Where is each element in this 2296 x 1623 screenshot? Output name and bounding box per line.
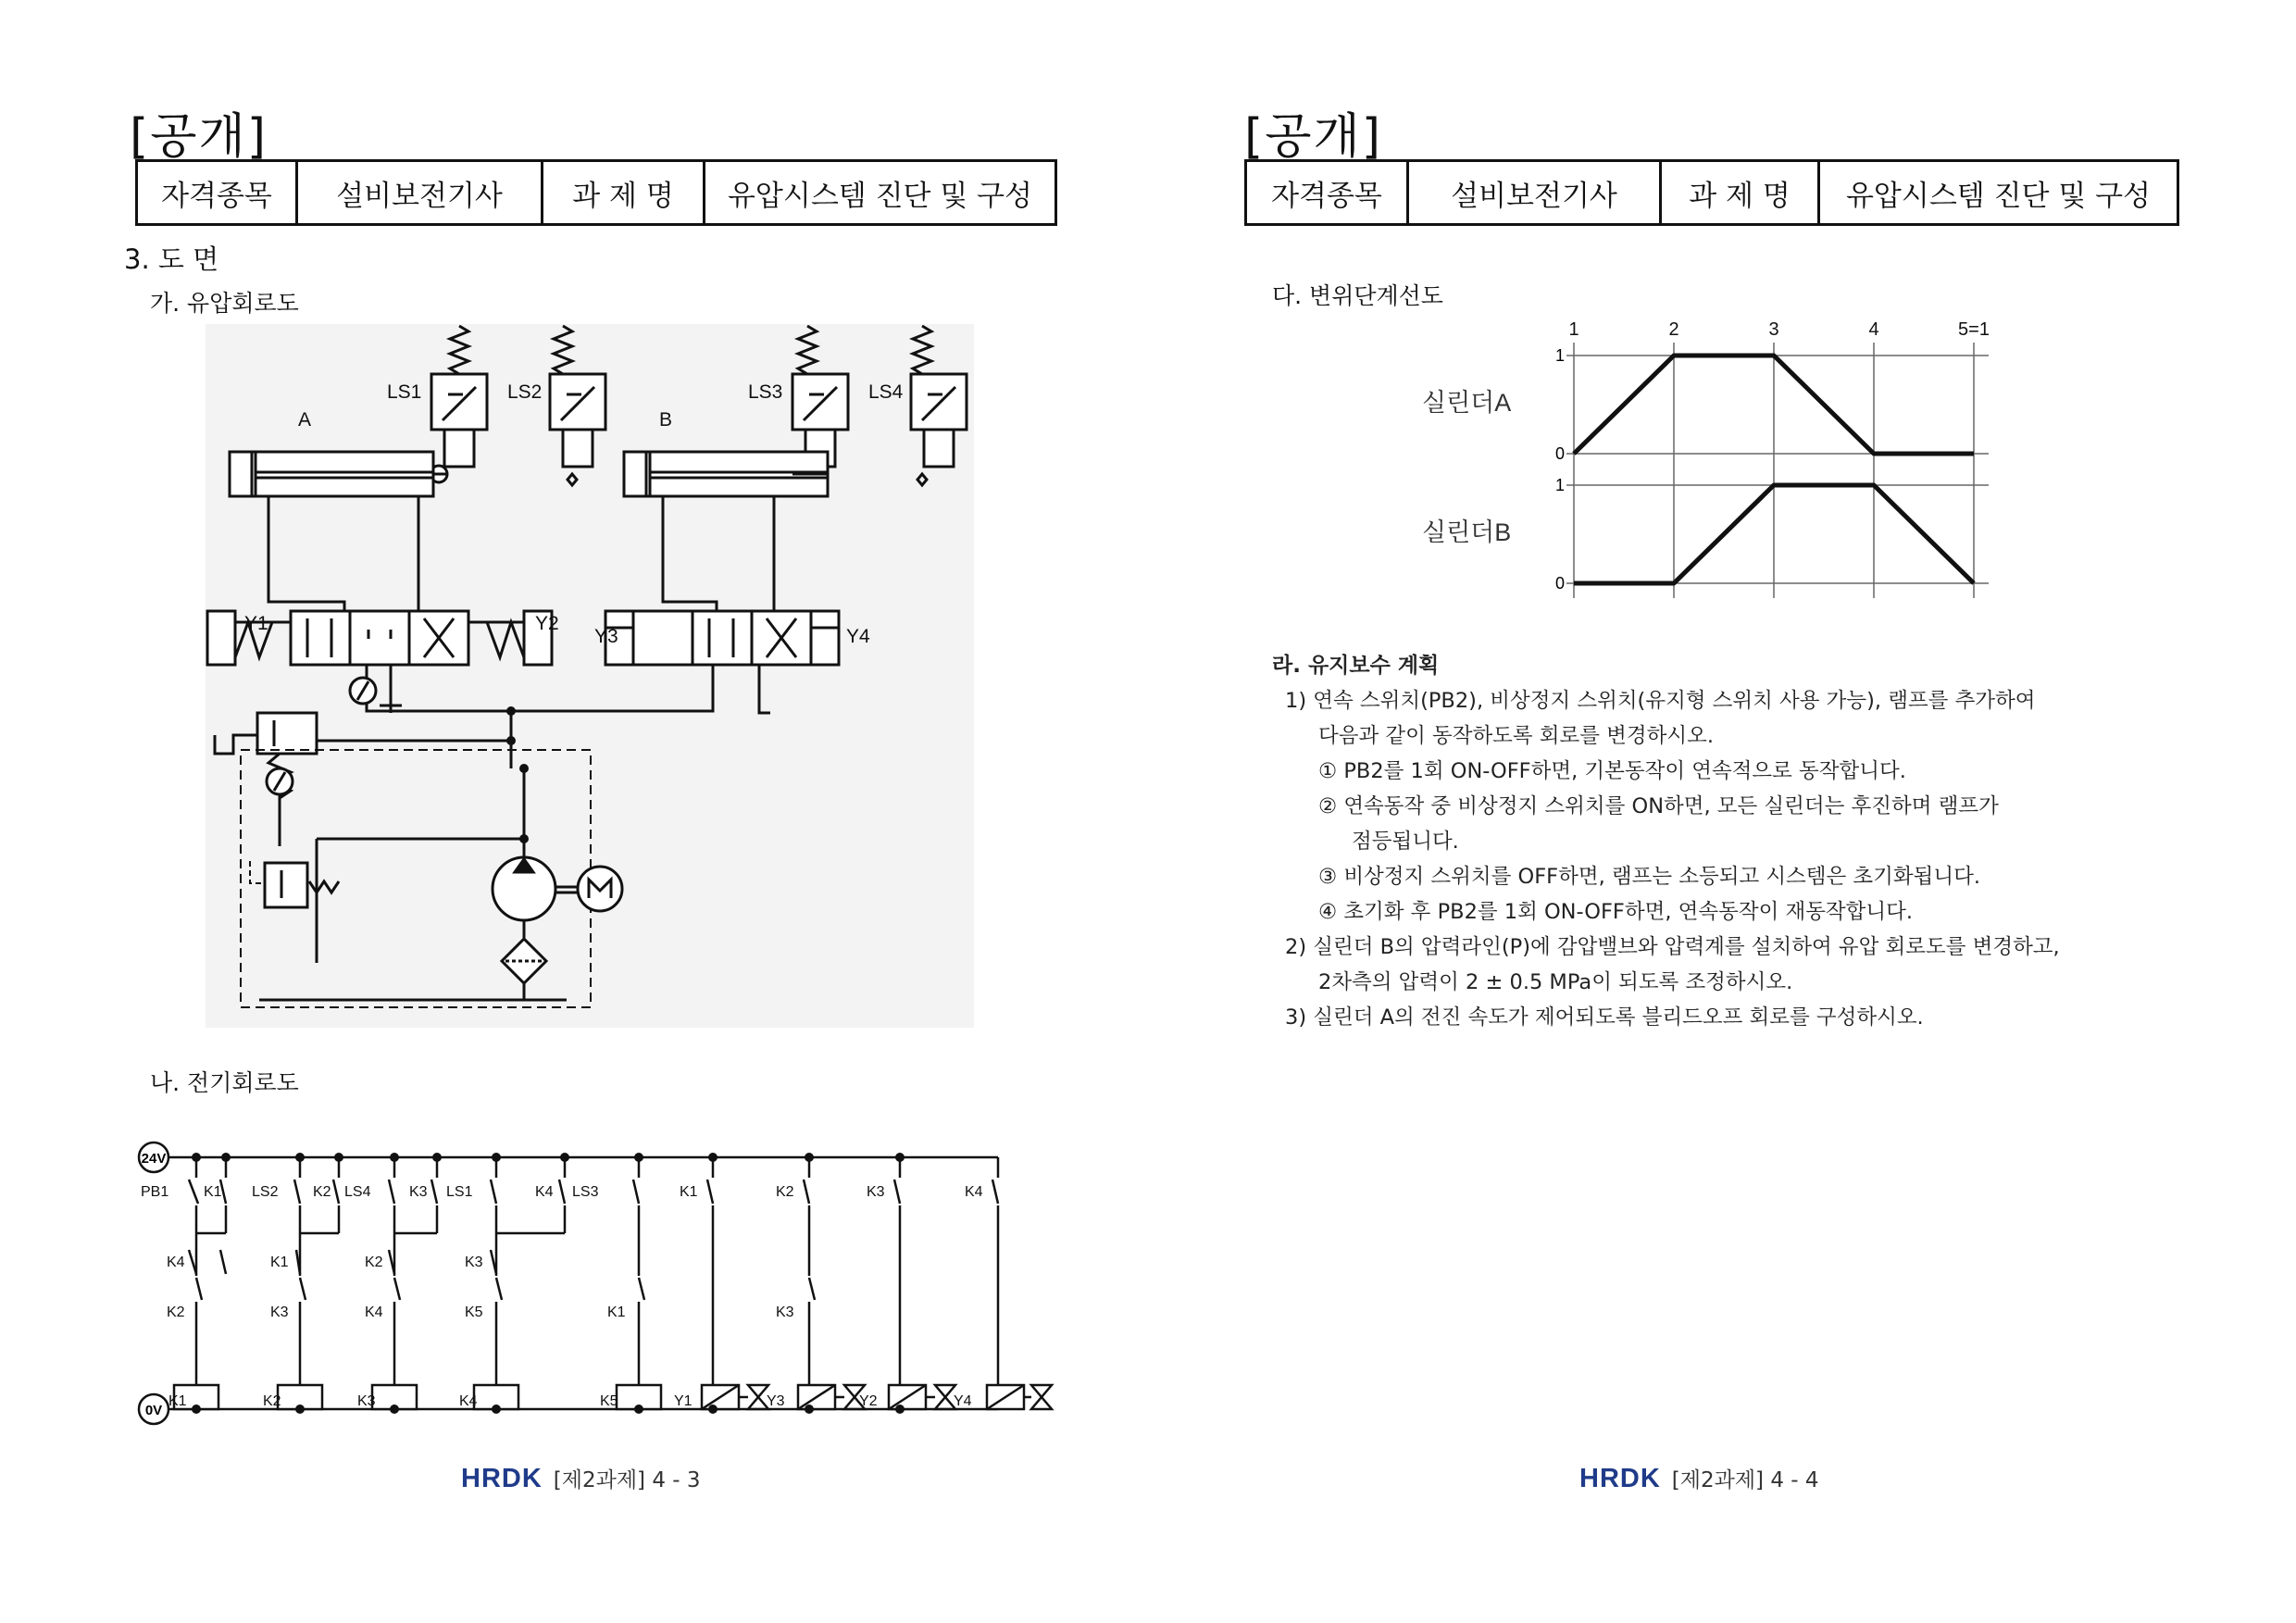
header-cell-qualification-label: 자격종목	[1246, 161, 1408, 225]
plan-condition-3: ③ 비상정지 스위치를 OFF하면, 램프는 소등되고 시스템은 초기화됩니다.	[1318, 865, 1980, 889]
hrdk-logo: HRDK	[1579, 1464, 1661, 1493]
coil-label: Y4	[954, 1393, 972, 1409]
directional-valve-b	[605, 611, 839, 665]
contact-label-ls3: LS3	[572, 1184, 599, 1200]
maintenance-plan	[1272, 648, 2272, 1035]
coil-label: K2	[263, 1393, 281, 1409]
page-number: [제2과제] 4 - 4	[1671, 1468, 1819, 1492]
contact-label: K1	[607, 1305, 626, 1320]
contact-label: K3	[867, 1184, 885, 1200]
coil-label: K1	[168, 1393, 187, 1409]
step-diagram-title: 다. 변위단계선도	[1272, 282, 1443, 309]
label-cylinder-a: A	[298, 409, 312, 431]
step-tick-label: 5=1	[1958, 319, 1990, 340]
plan-item-2-cont: 2차측의 압력이 2 ± 0.5 MPa이 되도록 조정하시오.	[1318, 970, 1793, 994]
header-cell-qualification: 설비보전기사	[297, 161, 543, 225]
hydraulic-circuit-diagram	[206, 324, 974, 1028]
coil-label: K4	[459, 1393, 478, 1409]
label-y4: Y4	[846, 626, 870, 647]
plan-item-1-cont: 다음과 같이 동작하도록 회로를 변경하시오.	[1318, 724, 1714, 748]
cylinder-a	[230, 452, 448, 496]
plan-item-2: 2) 실린더 B의 압력라인(P)에 감압밸브와 압력계를 설치하여 유압 회로도를 변경하고,	[1285, 935, 2060, 959]
maintenance-plan-title: 라. 유지보수 계획	[1272, 654, 1440, 678]
header-cell-qualification: 설비보전기사	[1408, 161, 1661, 225]
page-number: [제2과제] 4 - 3	[553, 1468, 701, 1492]
header-table	[1244, 159, 2179, 226]
contact-label: K2	[313, 1184, 331, 1200]
section-title: 3. 도 면	[124, 243, 219, 275]
label-ls2: LS2	[507, 381, 543, 403]
contact-label: K3	[776, 1305, 794, 1320]
displacement-step-diagram	[1407, 315, 2000, 611]
contact-label-ls2: LS2	[252, 1184, 279, 1200]
contact-label-ls1: LS1	[446, 1184, 473, 1200]
contact-label: K2	[365, 1255, 383, 1270]
step-tick-label: 3	[1768, 319, 1779, 340]
cylinder-a-label: 실린더A	[1422, 389, 1512, 417]
contact-label: K1	[270, 1255, 289, 1270]
coil-label: K3	[357, 1393, 376, 1409]
step-tick-label: 1	[1568, 319, 1579, 340]
supply-24v-label: 24V	[141, 1151, 167, 1167]
public-mark: [공개]	[1244, 109, 1383, 165]
coil-label: K5	[600, 1393, 618, 1409]
label-y1: Y1	[244, 613, 268, 634]
label-ls1: LS1	[387, 381, 422, 403]
cylinder-a-low-level: 0	[1554, 444, 1565, 463]
label-ls4: LS4	[868, 381, 904, 403]
public-mark: [공개]	[130, 109, 268, 165]
contact-label-ls4: LS4	[344, 1184, 371, 1200]
coil-label: Y2	[859, 1393, 878, 1409]
supply-0v-label: 0V	[144, 1403, 163, 1418]
contact-label: K4	[365, 1305, 383, 1320]
label-y3: Y3	[594, 626, 618, 647]
plan-condition-2-cont: 점등됩니다.	[1352, 830, 1459, 854]
plan-condition-4: ④ 초기화 후 PB2를 1회 ON-OFF하면, 연속동작이 재동작합니다.	[1318, 900, 1914, 924]
header-cell-task: 유압시스템 진단 및 구성	[705, 161, 1056, 225]
label-cylinder-b: B	[659, 409, 673, 431]
hrdk-logo: HRDK	[461, 1464, 543, 1493]
contact-label: K1	[204, 1184, 222, 1200]
plan-item-3: 3) 실린더 A의 전진 속도가 제어되도록 블리드오프 회로를 구성하시오.	[1285, 1005, 1924, 1030]
contact-label: K4	[167, 1255, 185, 1270]
plan-item-1: 1) 연속 스위치(PB2), 비상정지 스위치(유지형 스위치 사용 가능), 램프를 추가하여	[1285, 689, 2036, 713]
header-cell-task-label: 과 제 명	[543, 161, 705, 225]
label-ls3: LS3	[748, 381, 783, 403]
contact-label: K3	[270, 1305, 289, 1320]
electric-circuit-diagram	[133, 1137, 1055, 1429]
contact-label: K3	[465, 1255, 483, 1270]
coil-label: Y3	[767, 1393, 785, 1409]
header-table	[135, 159, 1057, 226]
contact-label-pb1: PB1	[141, 1184, 169, 1200]
contact-label: K5	[465, 1305, 483, 1320]
page-footer	[461, 1463, 701, 1494]
cylinder-a-high-level: 1	[1554, 346, 1565, 365]
header-cell-task-label: 과 제 명	[1661, 161, 1819, 225]
header-cell-task: 유압시스템 진단 및 구성	[1819, 161, 2178, 225]
hydraulic-title: 가. 유압회로도	[150, 290, 299, 317]
contact-label: K3	[409, 1184, 428, 1200]
contact-label: K2	[167, 1305, 185, 1320]
contact-label: K4	[535, 1184, 554, 1200]
step-tick-label: 4	[1868, 319, 1879, 340]
plan-condition-1: ① PB2를 1회 ON-OFF하면, 기본동작이 연속적으로 동작합니다.	[1318, 759, 1906, 783]
cylinder-b-low-level: 0	[1554, 574, 1565, 593]
coil-label: Y1	[674, 1393, 693, 1409]
contact-label: K4	[965, 1184, 983, 1200]
plan-condition-2: ② 연속동작 중 비상정지 스위치를 ON하면, 모든 실린더는 후진하며 램프가	[1318, 794, 1999, 818]
cylinder-b	[624, 452, 828, 496]
page-footer	[1579, 1463, 1819, 1494]
header-cell-qualification-label: 자격종목	[137, 161, 297, 225]
cylinder-b-high-level: 1	[1554, 476, 1565, 494]
right-page	[1148, 0, 2296, 1623]
label-y2: Y2	[535, 613, 559, 634]
cylinder-b-label: 실린더B	[1422, 518, 1512, 546]
contact-label: K1	[680, 1184, 698, 1200]
step-tick-label: 2	[1668, 319, 1679, 340]
contact-label: K2	[776, 1184, 794, 1200]
electric-title: 나. 전기회로도	[150, 1069, 299, 1096]
